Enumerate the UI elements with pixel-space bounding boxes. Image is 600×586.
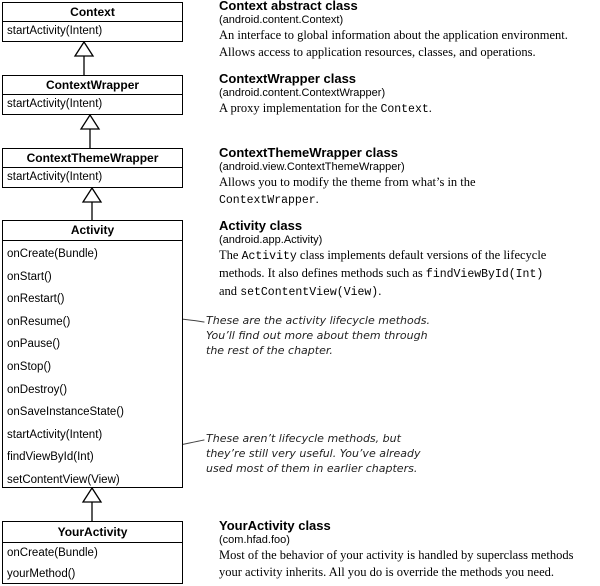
context-wrapper-description-line [219, 100, 597, 118]
activity-text: . [378, 284, 382, 298]
annotation-line: they’re still very useful. You’ve already [206, 447, 421, 460]
activity-method: onStart() [7, 270, 52, 283]
activity-class-name: Activity [3, 221, 182, 241]
context-wrapper-method: startActivity(Intent) [7, 98, 103, 110]
context-theme-wrapper-package: (android.view.ContextThemeWrapper) [219, 161, 405, 173]
your-activity-description-title: YourActivity class [219, 518, 331, 533]
activity-method: onStop() [7, 360, 52, 373]
activity-method-list [3, 241, 182, 492]
context-class-name: Context [3, 3, 182, 22]
non-lifecycle-annotation [206, 431, 476, 476]
context-theme-wrapper-class-box [2, 148, 183, 188]
inheritance-arrow-context-wrapper [81, 115, 99, 129]
activity-description-line [219, 247, 597, 265]
context-method: startActivity(Intent) [7, 25, 103, 37]
activity-method: startActivity(Intent) [7, 428, 103, 441]
context-theme-wrapper-code: ContextWrapper [219, 194, 316, 207]
activity-code: Activity [241, 250, 297, 263]
context-theme-wrapper-description-line: Allows you to modify the theme from what’s in the [219, 175, 476, 189]
your-activity-method: onCreate(Bundle) [7, 547, 98, 559]
context-wrapper-code: Context [380, 103, 429, 116]
your-activity-description [219, 518, 597, 581]
activity-method: onResume() [7, 315, 71, 328]
your-activity-package: (com.hfad.foo) [219, 534, 290, 546]
context-theme-wrapper-description-line [219, 191, 597, 209]
context-wrapper-package: (android.content.ContextWrapper) [219, 87, 386, 99]
inheritance-arrow-context-theme-wrapper [83, 188, 101, 202]
activity-text: class implements default versions of the lifecycle [296, 248, 547, 262]
context-description-line: An interface to global information about the application environment. [219, 28, 568, 42]
context-wrapper-description-title: ContextWrapper class [219, 71, 357, 86]
activity-code: setContentView(View) [240, 286, 379, 299]
annotation-line: the rest of the chapter. [206, 344, 333, 357]
context-wrapper-description [219, 71, 597, 118]
your-activity-method: yourMethod() [7, 568, 76, 580]
annotation-line: These are the activity lifecycle methods. [206, 314, 430, 327]
context-package: (android.content.Context) [219, 14, 344, 26]
activity-description-line [219, 283, 597, 301]
activity-text: and [219, 284, 241, 298]
context-theme-wrapper-method: startActivity(Intent) [7, 171, 103, 183]
activity-method: onSaveInstanceState() [7, 406, 124, 419]
context-theme-wrapper-description [219, 145, 597, 209]
activity-package: (android.app.Activity) [219, 234, 323, 246]
your-activity-class-box [2, 521, 183, 584]
inheritance-arrow-context [75, 42, 93, 56]
context-theme-wrapper-description-title: ContextThemeWrapper class [219, 145, 398, 160]
activity-description-line [219, 265, 597, 283]
activity-text: methods. It also defines methods such as [219, 266, 426, 280]
context-class-box [2, 2, 183, 42]
annotation-line: You’ll find out more about them through [206, 329, 428, 342]
context-wrapper-text: A proxy implementation for the [219, 101, 381, 115]
context-wrapper-class-name: ContextWrapper [3, 76, 182, 95]
your-activity-description-line: Most of the behavior of your activity is handled by superclass methods [219, 548, 574, 562]
your-activity-class-name: YourActivity [3, 522, 182, 543]
activity-description [219, 218, 597, 301]
activity-method: onRestart() [7, 293, 65, 306]
your-activity-description-line: your activity inherits. All you do is override the methods you need. [219, 565, 555, 579]
context-wrapper-text-end: . [428, 101, 432, 115]
annotation-line: used most of them in earlier chapters. [206, 462, 418, 475]
context-description-line: Allows access to application resources, classes, and operations. [219, 45, 536, 59]
context-wrapper-class-box [2, 75, 183, 115]
lifecycle-annotation [206, 313, 466, 358]
activity-method: findViewById(Int) [7, 451, 94, 464]
activity-method: onCreate(Bundle) [7, 248, 98, 260]
context-theme-wrapper-text-end: . [315, 192, 319, 206]
annotation-line: These aren’t lifecycle methods, but [206, 432, 401, 445]
activity-class-box [2, 220, 183, 488]
context-theme-wrapper-class-name: ContextThemeWrapper [3, 149, 182, 168]
activity-method: onDestroy() [7, 383, 68, 396]
activity-method: onPause() [7, 338, 61, 351]
activity-text: The [219, 248, 242, 262]
activity-description-title: Activity class [219, 218, 303, 233]
context-description [219, 0, 597, 61]
activity-method: setContentView(View) [7, 473, 120, 486]
activity-code: findViewById(Int) [425, 268, 544, 281]
context-description-title: Context abstract class [219, 0, 358, 13]
